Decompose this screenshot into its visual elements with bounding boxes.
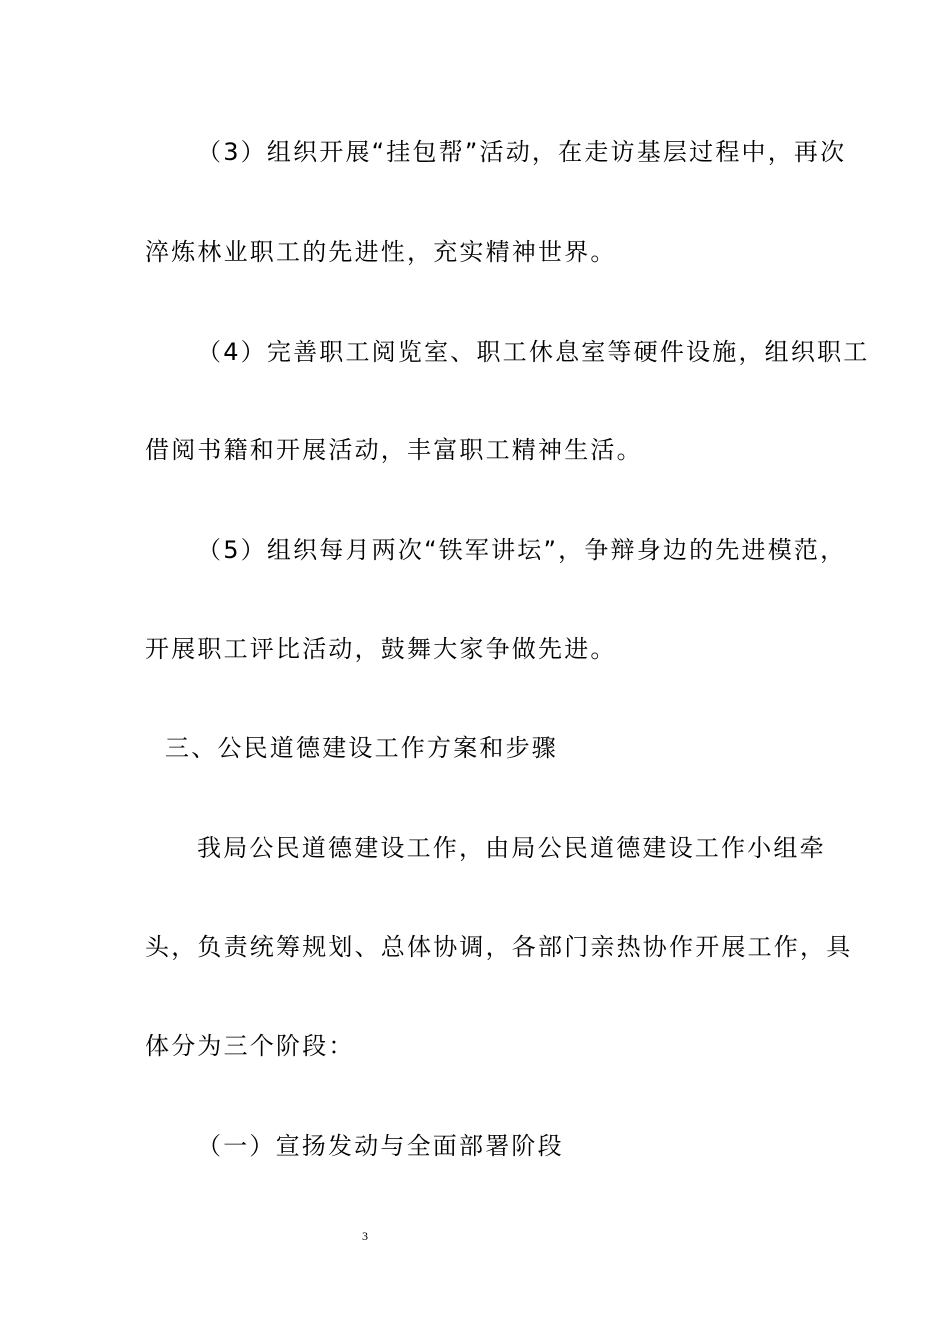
paragraph-3-line-1: （3）组织开展“挂包帮”活动，在走访基层过程中，再次 <box>197 138 847 166</box>
paragraph-3-line-2: 淬炼林业职工的先进性，充实精神世界。 <box>145 238 617 266</box>
paragraph-5-line-1: （5）组织每月两次“铁军讲坛”，争辩身边的先进模范， <box>197 536 847 564</box>
paragraph-4-line-1: （4）完善职工阅览室、职工休息室等硬件设施，组织职工 <box>197 338 870 366</box>
page-number: 3 <box>362 1229 368 1243</box>
subsection-heading: （一）宣扬发动与全面部署阶段 <box>197 1132 564 1160</box>
paragraph-5-line-2: 开展职工评比活动，鼓舞大家争做先进。 <box>145 635 617 663</box>
body-paragraph-line-1: 我局公民道德建设工作，由局公民道德建设工作小组牵 <box>197 834 826 862</box>
body-paragraph-line-3: 体分为三个阶段： <box>145 1032 355 1060</box>
paragraph-4-line-2: 借阅书籍和开展活动，丰富职工精神生活。 <box>145 436 643 464</box>
body-paragraph-line-2: 头，负责统筹规划、总体协调，各部门亲热协作开展工作，具 <box>145 933 853 961</box>
section-heading: 三、公民道德建设工作方案和步骤 <box>165 734 558 762</box>
